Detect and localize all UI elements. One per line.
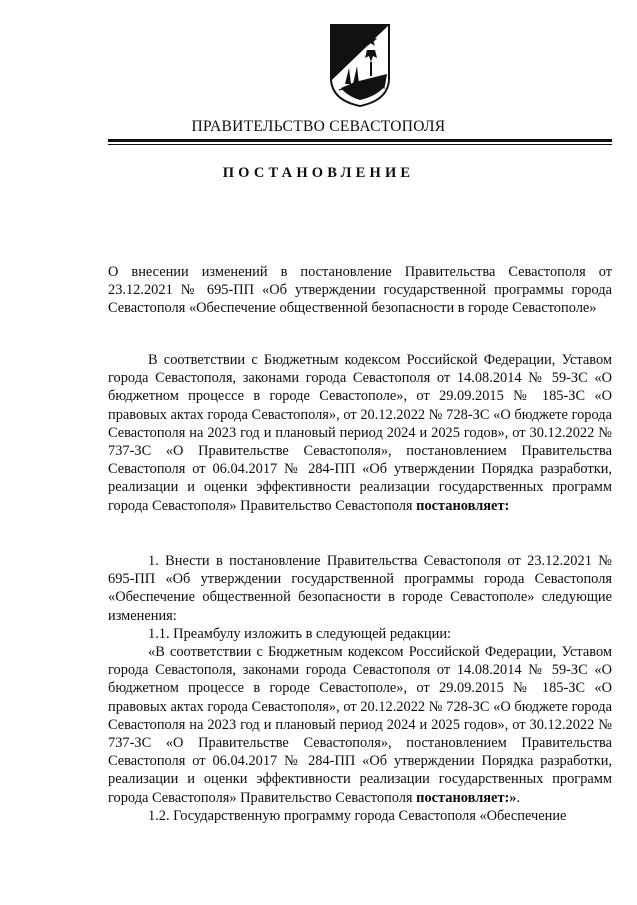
subject-text: О внесении изменений в постановление Правительства Севастополя от 23.12.2021 № 695-ПП «Об утверждении государственной программы города Севастополя «Обеспечение общественной безопасности в городе Севастополе»: [108, 264, 612, 317]
preamble-paragraph: [108, 351, 612, 515]
quoted-end: .: [516, 789, 521, 806]
item-1-1: 1.1. Преамбулу изложить в следующей редакции:: [148, 625, 452, 642]
header-thin-rule: [108, 144, 612, 145]
quoted-preamble-text: «В соответствии с Бюджетным кодексом Российской Федерации, Уставом города Севастополя, законами города Севастополя от 14.08.2014 № 59-ЗС «О бюджетном процессе в городе Севастополе», от 29.09.2015 № 185-ЗС «О правовых актах города Севастополя», от 20.12.2022 № 728-ЗС «О бюджете города Севастополя на 2023 год и плановый период 2024 и 2025 годов», от 30.12.2022 № 737-ЗС «О Правительстве Севастополя», постановлением Правительства Севастополя от 06.04.2017 № 284-ПП «Об утверждении Порядка разработки, реализации и оценки эффективности реализации государственных программ города Севастополя» Правительство Севастополя: [108, 644, 612, 806]
item-1: 1. Внести в постановление Правительства Севастополя от 23.12.2021 № 695-ПП «Об утверждении государственной программы города Севастополя «Обеспечение общественной безопасности в городе Севастополе» следующие изменения:: [108, 553, 612, 624]
header-thick-rule: [108, 139, 612, 142]
organization-name: ПРАВИТЕЛЬСТВО СЕВАСТОПОЛЯ: [191, 118, 446, 135]
item-1-2: 1.2. Государственную программу города Севастополя «Обеспечение: [148, 807, 567, 824]
document-subject: [108, 263, 612, 318]
document-type-title: ПОСТАНОВЛЕНИЕ: [222, 165, 415, 181]
resolution-body: [108, 552, 612, 825]
preamble: [108, 351, 612, 515]
quoted-preamble: [108, 643, 612, 807]
preamble-text: В соответствии с Бюджетным кодексом Российской Федерации, Уставом города Севастополя, законами города Севастополя от 14.08.2014 № 59-ЗС «О бюджетном процессе в городе Севастополе», от 29.09.2015 № 185-ЗС «О правовых актах города Севастополя», от 20.12.2022 № 728-ЗС «О бюджете города Севастополя на 2023 год и плановый период 2024 и 2025 годов», от 30.12.2022 № 737-ЗС «О Правительстве Севастополя», постановлением Правительства Севастополя от 06.04.2017 № 284-ПП «Об утверждении Порядка разработки, реализации и оценки эффективности реализации государственных программ города Севастополя» Правительство Севастополя: [108, 352, 612, 514]
preamble-resolves: постановляет:: [416, 497, 510, 514]
quoted-resolves: постановляет:»: [416, 789, 517, 806]
sevastopol-coat-of-arms-emblem: [327, 22, 393, 108]
